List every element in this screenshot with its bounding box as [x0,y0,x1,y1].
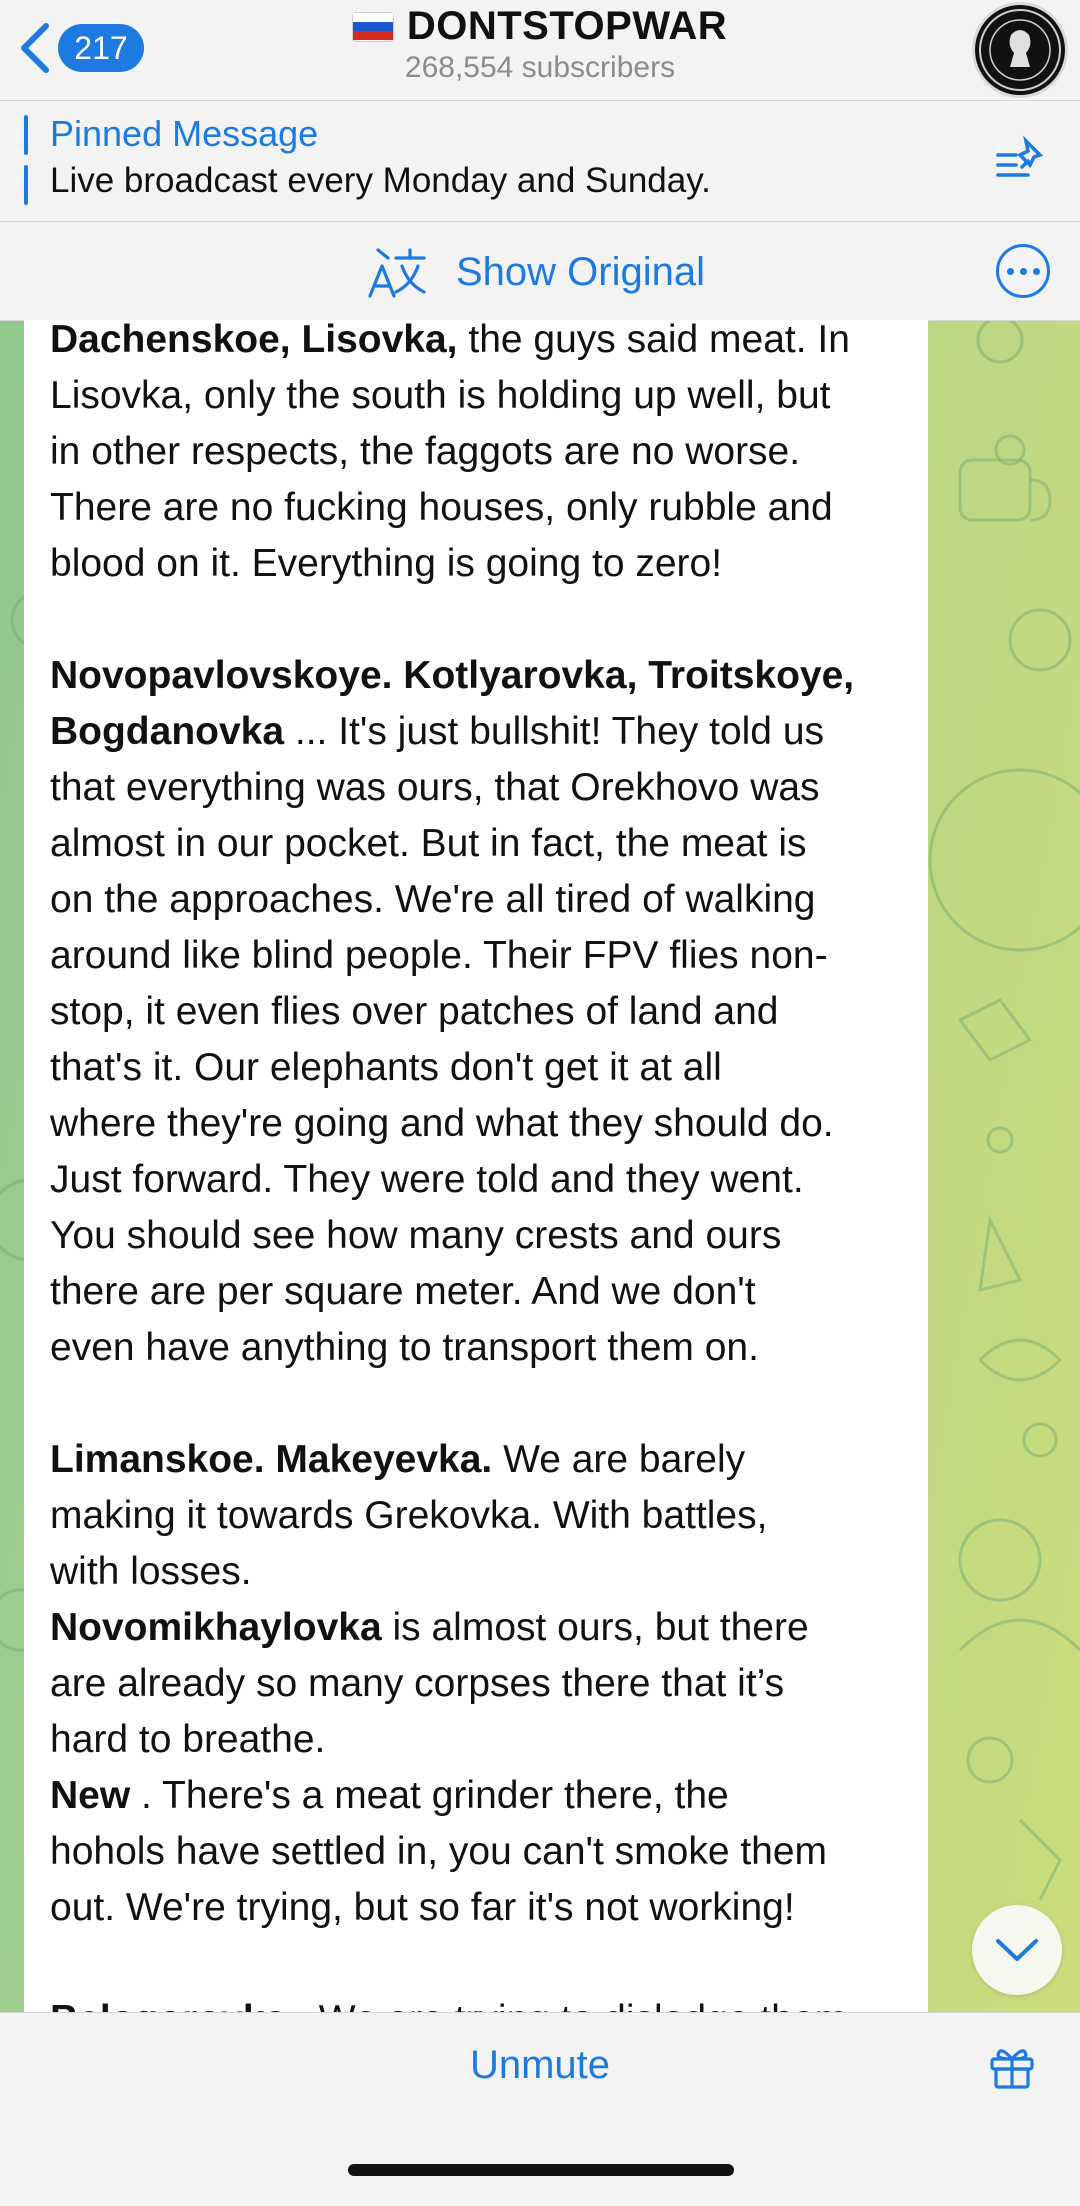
message-line [50,1152,928,1208]
message-line [50,536,928,592]
message-line [50,1264,928,1320]
message-line [50,1600,928,1656]
message-line [50,368,928,424]
unread-count-badge: 217 [58,24,144,72]
message-paragraph [50,648,928,1376]
message-line [50,1040,928,1096]
message-line [50,1432,928,1488]
message-line [50,1320,928,1376]
message-line [50,312,928,368]
message-line [50,1544,928,1600]
message-bold-segment: Novopavlovskoye. Kotlyarovka, Troitskoye, [50,654,855,697]
message-segment: the guys said meat. In [457,318,850,361]
message-segment: Lisovka, only the south is holding up well, but [50,374,831,417]
message-segment: that's it. Our elephants don't get it at all [50,1046,722,1089]
avatar-logo [975,5,1065,95]
message-line [50,760,928,816]
pinned-indicator [24,115,28,207]
message-line [50,928,928,984]
message-segment: stop, it even flies over patches of land and [50,990,779,1033]
message-segment: hohols have settled in, you can't smoke them [50,1830,828,1873]
chat-header [0,0,1080,101]
translate-icon [368,244,426,300]
pinned-message-bar[interactable] [0,101,1080,222]
message-bold-segment: Dachenskoe, Lisovka, [50,318,458,361]
message-segment: where they're going and what they should do. [50,1102,834,1145]
message-line [50,1712,928,1768]
message-paragraph [50,312,928,592]
unmute-button[interactable]: Unmute [469,2043,611,2087]
pinned-text: Live broadcast every Monday and Sunday. [50,161,711,200]
channel-title-area[interactable] [0,4,1080,85]
message-line [50,984,928,1040]
message-segment: ... It's just bullshit! They told us [284,710,825,753]
message-text [24,312,928,2048]
pinned-label: Pinned Message [50,113,319,154]
russia-flag-icon [353,13,393,41]
message-paragraph [50,1432,928,1936]
more-options-icon [1007,268,1014,275]
message-line [50,424,928,480]
chevron-down-icon [994,1937,1040,1963]
message-bold-segment: Bogdanovka [50,710,285,753]
home-indicator [348,2164,734,2176]
message-line [50,872,928,928]
bottom-bar [0,2012,1080,2206]
message-bubble [24,320,928,2012]
message-segment: There are no fucking houses, only rubble and [50,486,833,529]
message-segment: even have anything to transport them on. [50,1326,759,1369]
message-segment: blood on it. Everything is going to zero! [50,542,723,585]
message-bold-segment: Limanskoe. Makeyevka. [50,1438,493,1481]
message-segment: there are per square meter. And we don't [50,1270,756,1313]
message-line [50,648,928,704]
message-segment: You should see how many crests and ours [50,1214,782,1257]
message-line [50,1208,928,1264]
pinned-list-icon[interactable] [994,137,1050,185]
message-bold-segment: New [50,1774,131,1817]
message-segment: that everything was ours, that Orekhovo was [50,766,820,809]
message-segment: . There's a meat grinder there, the [130,1774,729,1817]
message-segment: in other respects, the faggots are no worse. [50,430,801,473]
message-line [50,480,928,536]
scroll-down-button[interactable] [972,1905,1062,1995]
message-segment: making it towards Grekovka. With battles, [50,1494,768,1537]
message-line [50,1824,928,1880]
message-line [50,1768,928,1824]
message-segment: on the approaches. We're all tired of walking [50,878,816,921]
message-segment: with losses. [50,1550,252,1593]
message-bold-segment: Novomikhaylovka [50,1606,382,1649]
channel-name: DONTSTOPWAR [406,4,728,48]
channel-avatar[interactable] [972,2,1068,98]
message-segment: are already so many corpses there that it’s [50,1662,785,1705]
message-line [50,1656,928,1712]
show-original-label: Show Original [456,249,706,294]
message-line [50,1096,928,1152]
message-segment: hard to breathe. [50,1718,326,1761]
show-original-button[interactable] [368,244,705,300]
message-line [50,1488,928,1544]
message-segment: around like blind people. Their FPV flies non- [50,934,828,977]
message-line [50,1880,928,1936]
message-segment: out. We're trying, but so far it's not working! [50,1886,795,1929]
message-segment: Just forward. They were told and they went. [50,1158,804,1201]
message-line [50,704,928,760]
message-segment: is almost ours, but there [381,1606,809,1649]
subscriber-count: 268,554 subscribers [404,51,676,84]
gift-icon[interactable] [988,2043,1036,2091]
message-line [50,816,928,872]
message-segment: We are barely [492,1438,746,1481]
message-segment: almost in our pocket. But in fact, the meat is [50,822,807,865]
translation-bar [0,222,1080,321]
more-options-button[interactable] [996,244,1050,298]
